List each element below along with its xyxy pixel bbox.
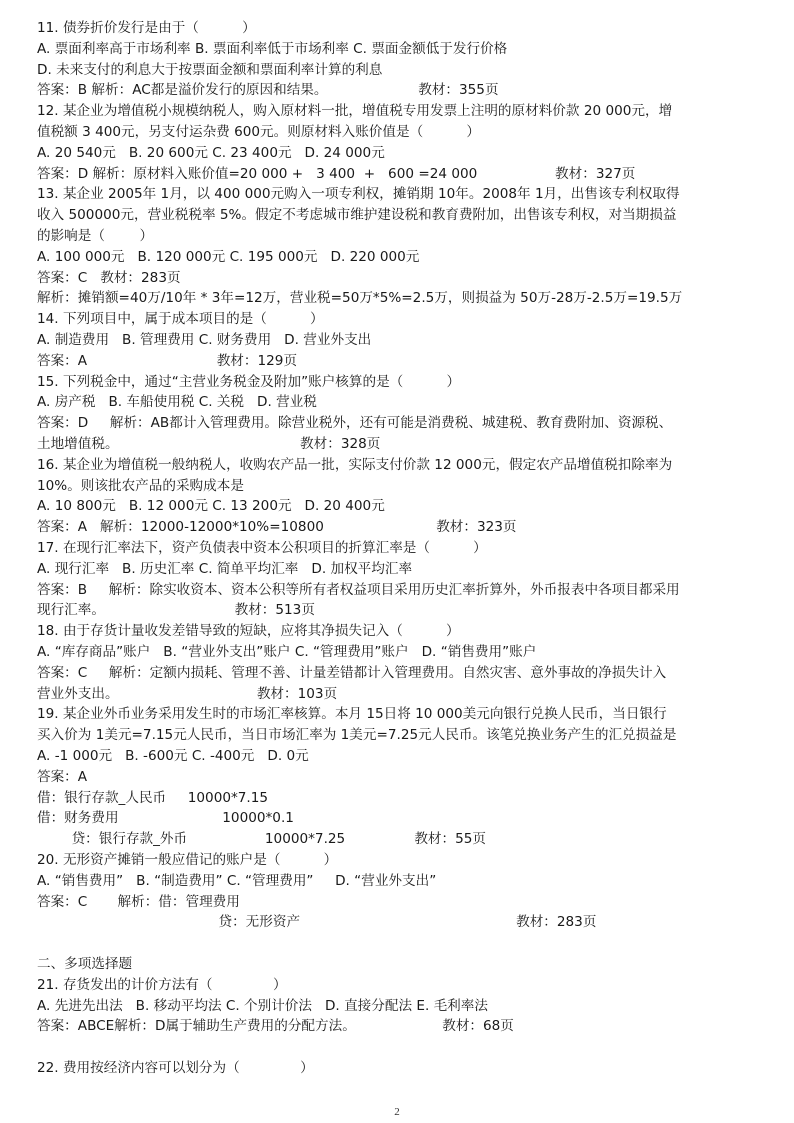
text-line: 解析：摊销额=40万/10年 * 3年=12万，营业税=50万*5%=2.5万，则损益为 50万-28万-2.5万=19.5万 bbox=[37, 290, 683, 307]
text-line: 19. 某企业外币业务采用发生时的市场汇率核算。本月 15日将 10 000美元向银行兑换人民币，当日银行 bbox=[37, 706, 667, 723]
page-number: 2 bbox=[394, 1106, 400, 1118]
text-line: A. 制造费用 B. 管理费用 C. 财务费用 D. 营业外支出 bbox=[37, 332, 372, 348]
text-line: A. “库存商品”账户 B. “营业外支出”账户 C. “管理费用”账户 D. “销售费用”账户 bbox=[37, 644, 537, 660]
text-line: 答案：D 解析：原材料入账价值=20 000 + 3 400 + 600 =24 000 教材：327页 bbox=[37, 165, 636, 182]
text-line: 10%。则该批农产品的采购成本是 bbox=[37, 477, 244, 494]
text-line: 答案：A bbox=[37, 768, 88, 785]
text-line: 收入 500000元，营业税税率 5%。假定不考虑城市维护建设税和教育费附加，出售该专利权，对当期损益 bbox=[37, 207, 677, 224]
text-line: 15. 下列税金中，通过“主营业务税金及附加”账户核算的是（ ） bbox=[37, 373, 461, 390]
text-line: 12. 某企业为增值税小规模纳税人，购入原材料一批，增值税专用发票上注明的原材料价款 20 000元，增 bbox=[37, 103, 673, 120]
text-line: 答案：C 教材：283页 bbox=[37, 269, 181, 286]
text-line: 答案：B 解析：AC都是溢价发行的原因和结果。 教材：355页 bbox=[37, 82, 499, 99]
text-line: 22. 费用按经济内容可以划分为（ ） bbox=[37, 1060, 314, 1076]
text-line: 11. 债券折价发行是由于（ ） bbox=[37, 20, 256, 36]
text-line: 值税额 3 400元，另支付运杂费 600元。则原材料入账价值是（ ） bbox=[37, 124, 480, 140]
text-line: A. 10 800元 B. 12 000元 C. 13 200元 D. 20 400元 bbox=[37, 498, 385, 515]
text-line: 的影响是（ ） bbox=[37, 228, 154, 244]
text-line: A. 100 000元 B. 120 000元 C. 195 000元 D. 220 000元 bbox=[37, 248, 420, 265]
text-line: 17. 在现行汇率法下，资产负债表中资本公积项目的折算汇率是（ ） bbox=[37, 540, 487, 556]
text-line: 13. 某企业 2005年 1月，以 400 000元购入一项专利权，摊销期 10年。2008年 1月，出售该专利权取得 bbox=[37, 186, 680, 203]
text-line: 二、多项选择题 bbox=[37, 956, 133, 972]
text-line: A. 房产税 B. 车船使用税 C. 关税 D. 营业税 bbox=[37, 394, 317, 411]
text-line: A. 现行汇率 B. 历史汇率 C. 简单平均汇率 D. 加权平均汇率 bbox=[37, 560, 413, 577]
text-line: A. 票面利率高于市场利率 B. 票面利率低于市场利率 C. 票面金额低于发行价格 bbox=[37, 40, 508, 57]
text-line: 借：财务费用 10000*0.1 bbox=[37, 810, 294, 827]
text-line: A. “销售费用” B. “制造费用” C. “管理费用” D. “营业外支出” bbox=[37, 872, 437, 889]
text-line: A. 20 540元 B. 20 600元 C. 23 400元 D. 24 000元 bbox=[37, 144, 385, 161]
text-line: A. 先进先出法 B. 移动平均法 C. 个别计价法 D. 直接分配法 E. 毛利率法 bbox=[37, 997, 488, 1014]
text-line: 买入价为 1美元=7.15元人民币，当日市场汇率为 1美元=7.25元人民币。该笔兑换业务产生的汇兑损益是 bbox=[37, 727, 677, 744]
text-line: 土地增值税。 教材：328页 bbox=[37, 436, 381, 452]
text-line: 答案：ABCE解析：D属于辅助生产费用的分配方法。 教材：68页 bbox=[37, 1018, 514, 1035]
text-line: 21. 存货发出的计价方法有（ ） bbox=[37, 976, 287, 993]
text-line: A. -1 000元 B. -600元 C. -400元 D. 0元 bbox=[37, 748, 309, 764]
text-line: 18. 由于存货计量收发差错导致的短缺，应将其净损失记入（ ） bbox=[37, 623, 460, 640]
text-line: 现行汇率。 教材：513页 bbox=[37, 602, 315, 619]
text-line: 14. 下列项目中，属于成本项目的是（ ） bbox=[37, 311, 324, 328]
text-line: 答案：C 解析：定额内损耗、管理不善、计量差错都计入管理费用。自然灾害、意外事故的净损失计入 bbox=[37, 664, 667, 681]
text-line: 20. 无形资产摊销一般应借记的账户是（ ） bbox=[37, 852, 338, 868]
text-line: 答案：A 解析：12000-12000*10%=10800 教材：323页 bbox=[37, 519, 517, 536]
text-line: 16. 某企业为增值税一般纳税人，收购农产品一批，实际支付价款 12 000元，假定农产品增值税扣除率为 bbox=[37, 456, 673, 473]
text-line: 答案：B 解析：除实收资本、资本公积等所有者权益项目采用历史汇率折算外，外币报表中各项目都采用 bbox=[37, 581, 680, 598]
text-line: 贷：银行存款_外币 10000*7.25 教材：55页 bbox=[37, 831, 487, 848]
text-line: 贷：无形资产 教材：283页 bbox=[37, 914, 597, 931]
text-line: 营业外支出。 教材：103页 bbox=[37, 685, 338, 702]
text-line: 答案：D 解析：AB都计入管理费用。除营业税外，还有可能是消费税、城建税、教育费附加、资源税、 bbox=[37, 415, 673, 432]
text-line: D. 未来支付的利息大于按票面金额和票面利率计算的利息 bbox=[37, 61, 383, 78]
text-line: 答案：A 教材：129页 bbox=[37, 352, 298, 369]
text-line: 答案：C 解析：借：管理费用 bbox=[37, 893, 240, 910]
text-line: 借：银行存款_人民币 10000*7.15 bbox=[37, 789, 269, 806]
